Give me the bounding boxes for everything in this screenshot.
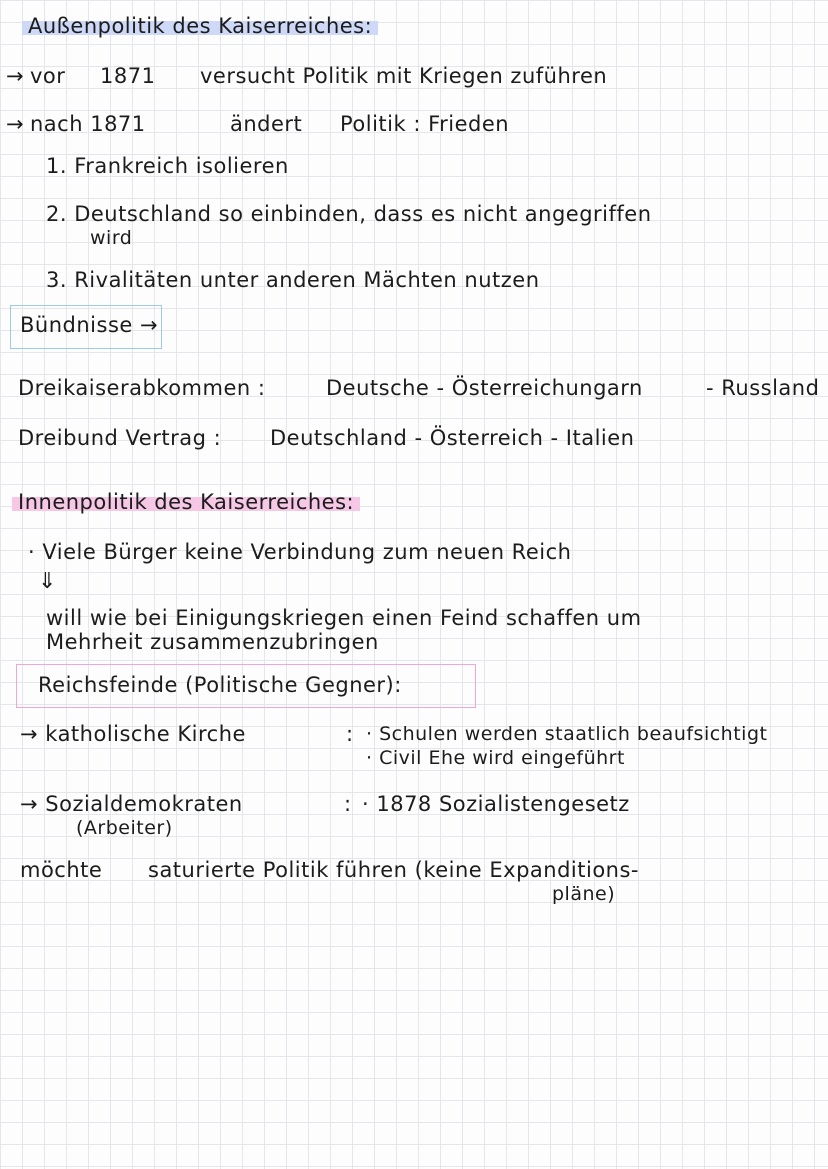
section-title-text: Außenpolitik des Kaiserreiches: xyxy=(28,14,373,38)
text-feind-schaffen: will wie bei Einigungskriegen einen Feind schaffen um xyxy=(46,606,642,630)
arrow-icon: → xyxy=(6,112,25,136)
bullet-buerger: · Viele Bürger keine Verbindung zum neuen Reich xyxy=(28,540,572,564)
sozialdemokraten-label: → Sozialdemokraten xyxy=(20,792,243,816)
text-aendert: ändert xyxy=(230,112,303,136)
dreikaiser-russland: - Russland xyxy=(706,376,820,400)
double-down-arrow-icon: ⇓ xyxy=(38,569,57,594)
text-moechte: möchte xyxy=(20,858,103,882)
colon-separator: : xyxy=(344,792,352,816)
dreibund-label: Dreibund Vertrag : xyxy=(18,426,222,450)
text-nach-1871: nach 1871 xyxy=(30,112,146,136)
reichsfeinde-label: Reichsfeinde (Politische Gegner): xyxy=(38,673,402,697)
point-2-cont: wird xyxy=(90,227,133,249)
text-mehrheit: Mehrheit zusammenzubringen xyxy=(46,630,379,654)
sozialistengesetz: · 1878 Sozialistengesetz xyxy=(362,792,630,816)
section-title-aussenpolitik xyxy=(22,14,378,38)
kirche-point-2: · Civil Ehe wird eingeführt xyxy=(366,747,625,769)
text-vor: vor xyxy=(30,64,66,88)
arrow-icon: → xyxy=(6,64,25,88)
dreibund-partners: Deutschland - Österreich - Italien xyxy=(270,426,635,450)
section-title-text: Innenpolitik des Kaiserreiches: xyxy=(18,490,355,514)
text-plaene: pläne) xyxy=(552,883,616,905)
dreikaiser-label: Dreikaiserabkommen : xyxy=(18,376,266,400)
text-year-1871: 1871 xyxy=(100,64,156,88)
colon-separator: : xyxy=(346,722,354,746)
section-title-innenpolitik xyxy=(12,490,360,514)
kirche-point-1: · Schulen werden staatlich beaufsichtigt xyxy=(366,723,768,745)
sozialdemokraten-sub: (Arbeiter) xyxy=(76,817,173,839)
katholische-kirche-label: → katholische Kirche xyxy=(20,722,246,746)
text-politik-kriegen: versucht Politik mit Kriegen zuführen xyxy=(200,64,608,88)
buendnisse-label: Bündnisse → xyxy=(20,313,159,337)
text-saturierte-politik: saturierte Politik führen (keine Expanditions- xyxy=(148,858,640,882)
text-politik-frieden: Politik : Frieden xyxy=(340,112,510,136)
point-2: 2. Deutschland so einbinden, dass es nicht angegriffen xyxy=(46,202,652,226)
point-1: 1. Frankreich isolieren xyxy=(46,154,289,178)
point-3: 3. Rivalitäten unter anderen Mächten nutzen xyxy=(46,268,540,292)
dreikaiser-partners: Deutsche - Österreichungarn xyxy=(326,376,643,400)
